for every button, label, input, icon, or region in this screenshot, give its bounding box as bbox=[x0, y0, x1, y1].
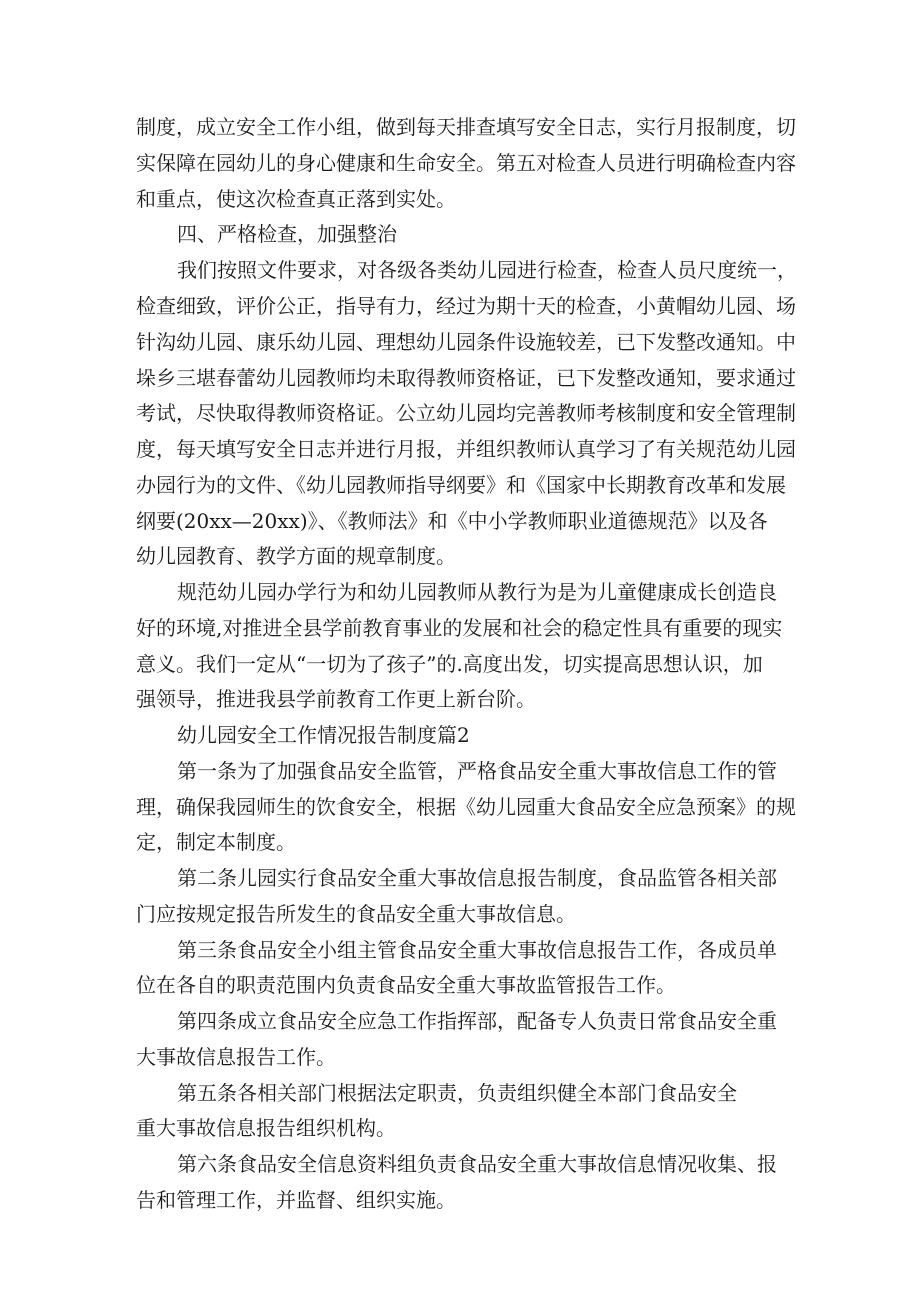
text-line: 实保障在园幼儿的身心健康和生命安全。第五对检查人员进行明确检查内容 bbox=[136, 151, 796, 175]
text-line: 定，制定本制度。 bbox=[136, 830, 296, 854]
text-line: 第二条儿园实行食品安全重大事故信息报告制度，食品监管各相关部 bbox=[177, 866, 777, 890]
section-heading: 幼儿园安全工作情况报告制度篇2 bbox=[177, 723, 470, 747]
text-line: 告和管理工作，并监督、组织实施。 bbox=[136, 1188, 456, 1212]
text-line: 检查细致，评价公正，指导有力，经过为期十天的检查，小黄帽幼儿园、场 bbox=[136, 294, 796, 318]
text-line: 位在各自的职责范围内负责食品安全重大事故监管报告工作。 bbox=[136, 973, 676, 997]
text-line: 第四条成立食品安全应急工作指挥部，配备专人负责日常食品安全重 bbox=[177, 1009, 777, 1033]
text-line: 强领导，推进我县学前教育工作更上新台阶。 bbox=[136, 687, 536, 711]
text-line: 好的环境,对推进全县学前教育事业的发展和社会的稳定性具有重要的现实 bbox=[136, 616, 783, 640]
section-heading: 四、严格检查，加强整治 bbox=[177, 222, 397, 246]
text-line: 门应按规定报告所发生的食品安全重大事故信息。 bbox=[136, 902, 576, 926]
text-line: 规范幼儿园办学行为和幼儿园教师从教行为是为儿童健康成长创造良 bbox=[177, 580, 777, 604]
text-line: 垛乡三堪春蕾幼儿园教师均未取得教师资格证，已下发整改通知，要求通过 bbox=[136, 366, 796, 390]
text-line: 和重点，使这次检查真正落到实处。 bbox=[136, 187, 456, 211]
text-line: 第六条食品安全信息资料组负责食品安全重大事故信息情况收集、报 bbox=[177, 1152, 777, 1176]
text-line: 第一条为了加强食品安全监管，严格食品安全重大事故信息工作的管 bbox=[177, 759, 777, 783]
text-line: 度，每天填写安全日志并进行月报，并组织教师认真学习了有关规范幼儿园 bbox=[136, 437, 796, 461]
text-line: 第三条食品安全小组主管食品安全重大事故信息报告工作，各成员单 bbox=[177, 938, 777, 962]
text-line: 我们按照文件要求，对各级各类幼儿园进行检查，检查人员尺度统一， bbox=[177, 258, 797, 282]
text-line: 办园行为的文件、《幼儿园教师指导纲要》和《国家中长期教育改革和发展 bbox=[136, 473, 786, 497]
text-line: 大事故信息报告工作。 bbox=[136, 1045, 336, 1069]
text-line: 针沟幼儿园、康乐幼儿园、理想幼儿园条件设施较差，已下发整改通知。中 bbox=[136, 330, 796, 354]
text-line: 制度，成立安全工作小组，做到每天排查填写安全日志，实行月报制度，切 bbox=[136, 115, 796, 139]
text-line: 纲要(20xx—20xx)》、《教师法》和《中小学教师职业道德规范》以及各 bbox=[136, 509, 768, 533]
text-line: 第五条各相关部门根据法定职责，负责组织健全本部门食品安全 bbox=[177, 1081, 737, 1105]
text-line: 重大事故信息报告组织机构。 bbox=[136, 1116, 396, 1140]
text-line: 考试，尽快取得教师资格证。公立幼儿园均完善教师考核制度和安全管理制 bbox=[136, 401, 796, 425]
text-line: 理，确保我园师生的饮食安全，根据《幼儿园重大食品安全应急预案》的规 bbox=[136, 795, 796, 819]
text-line: 意义。我们一定从“一切为了孩子”的.高度出发，切实提高思想认识，加 bbox=[136, 652, 763, 676]
text-line: 幼儿园教育、教学方面的规章制度。 bbox=[136, 544, 456, 568]
